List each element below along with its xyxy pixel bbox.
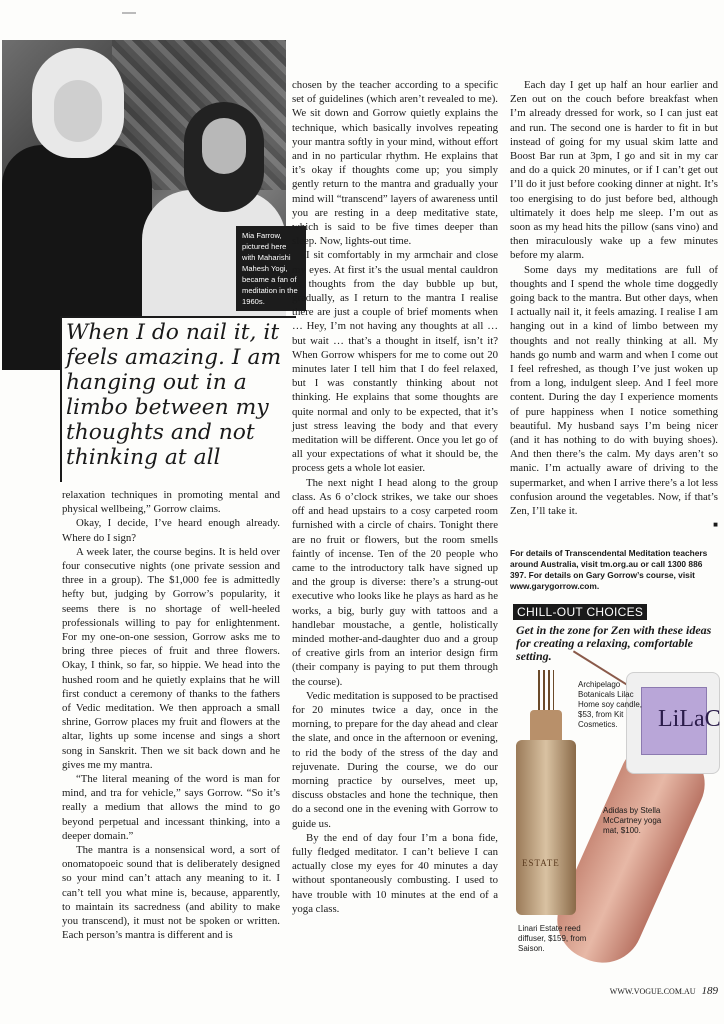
end-mark: ■ — [713, 520, 718, 530]
diffuser-cap — [530, 710, 562, 740]
paragraph: Okay, I decide, I’ve heard enough already. Where do I sign? — [62, 517, 280, 544]
photo-man-face — [202, 118, 246, 174]
paragraph: The mantra is a nonsensical word, a sort of onomatopoeic sound that is deliberately designed so your mind can’t attach any meaning to it. I can’t tell you what mine is, because, apparently, to maintain its sacredness (and ability to make you transcend), it must not be spoken or written. Each person’s mantra is different and is — [62, 844, 280, 942]
diffuser-image — [516, 740, 576, 915]
diffuser-reeds — [538, 670, 554, 710]
page-number: 189 — [701, 985, 718, 997]
photo-woman-face — [54, 80, 102, 142]
paragraph: Some days my meditations are full of thoughts and I spend the whole time doggedly going back to the mantra. But other days, when I actually nail it, it feels amazing. I realise I am hanging out in a kind of limbo between my thoughts and not really thinking at all. My hands go numb and warm and when I come out I feel refreshed, as though I’ve just woken up from a long, indulgent sleep. And I feel more content. During the day I experience moments of pure happiness when I notice something beautiful. My husband says I’m being nicer (and it has nothing to do with buying shoes). And then there’s the calm. My days aren’t so manic. I’m actually aware of driving to the supermarket, and when I arrive there’s a lot less confusion around the vegetables. Now, if that’s Zen, I’ll take it. — [510, 263, 718, 518]
footer-site: WWW.VOGUE.COM.AU — [609, 987, 696, 996]
paragraph: relaxation techniques in promoting mental and physical wellbeing,” Gorrow claims. — [62, 489, 280, 516]
paragraph: The next night I head along to the group class. As 6 o’clock strikes, we take our shoes off and head upstairs to a cosy carpeted room furnished with a circle of chairs. Tonight there are no fruit or flowers, but the room smells faintly of incense. Ten of the 20 people who came to the introductory talk have signed up and the group is diverse: there’s a strung-out executive who looks like he plays as hard as he works, a big, burly guy with tattoos and a handlebar moustache, a gentle, holistically minded mother-and-daughter duo and a group of creative girls from an interior design firm (their company is paying to put them through the course). — [292, 476, 498, 688]
paragraph: I sit comfortably in my armchair and close my eyes. At first it’s the usual mental cauldron as thoughts from the day bubble up but, gradually, as I return to the mantra I realise there are just a couple of brief moments when … Hey, I’m not having any thoughts at all … but wait … that’s a thought in itself, isn’t it? When Gorrow whispers for me to come out 20 minutes later I tell him that I do feel relaxed, but I was constantly thinking about not thinking. He explains that some thoughts are quite normal and only to be expected, that it’s just stress leaving the body and that every meditation will be different. Once you let go of all your expectations of what it should be, the process gets a whole lot easier. — [292, 249, 498, 475]
page-footer — [600, 985, 718, 997]
product-diffuser-caption: Linari Estate reed diffuser, $159, from Saison. — [518, 924, 587, 953]
chill-out-heading: CHILL-OUT CHOICES — [513, 604, 647, 620]
candle-label — [641, 687, 721, 755]
product-candle-caption: Archipelago Botanicals Lilac Home soy candle, $53, from Kit Cosmetics. — [578, 680, 643, 729]
article-column-2 — [292, 78, 498, 916]
stray-mark — [122, 12, 136, 14]
article-column-1 — [62, 488, 280, 943]
paragraph: A week later, the course begins. It is held over four consecutive nights (one private session and three in a group). The $1,000 fee is admittedly hefty but, judging by Gorrow’s popularity, it seems there is no shortage of well-heeled professionals willing to pay for enlightenment. For my one-on-one session, Gorrow asks me to bring three pieces of fruit and three flowers. Okay, I think, so far, so hippie. We head into the hushed room and he quietly explains that he will first conduct a ceremony of thanks to the fathers of Vedic meditation. We then approach a small shrine, Gorrow places my fruit and flowers at the altar, lights up some incense and sings a short song in Sanskrit. Then we sit back down and he gives me my mantra. — [62, 545, 280, 771]
photo-caption: Mia Farrow, pictured here with Maharishi Mahesh Yogi, became a fan of meditation in the 1960s. — [236, 226, 306, 311]
paragraph: chosen by the teacher according to a specific set of guidelines (which aren’t revealed to me). We sit down and Gorrow quietly explains the technique, which basically involves repeating your mantra softly in your mind, without effort and in no particular rhythm. He explains that it’s okay if thoughts come up; you simply gently return to the mantra and gradually your mind will “transcend” layers of awareness until you are resting in a deep meditative state, which is said to be five times deeper than sleep. Now, lights-out time. — [292, 79, 498, 248]
candle-label-text: LiLaC — [658, 706, 721, 732]
paragraph: “The literal meaning of the word is man for mind, and tra for vehicle,” says Gorrow. “So it’s really a medium that allows the mind to go beyond perpetual and incessant thinking, into a deeper domain.” — [62, 773, 280, 842]
paragraph: Each day I get up half an hour earlier and Zen out on the couch before breakfast when I’m already dressed for work, so I can just eat and run. The second one is harder to fit in but instead of going for my usual skim latte and Boost Bar run at 3pm, I go and sit in my car and do a quick 20 minutes, or if I can’t get out I’ll do it just before cooking dinner at night. It’s too energising to do just before bed, although ultimately it does help me sleep. I’m out as soon as my head hits the pillow (sans vino) and then miraculously wake up a few minutes before my alarm. — [510, 79, 718, 262]
article-column-3 — [510, 78, 718, 533]
pull-quote: When I do nail it, it feels amazing. I am hanging out in a limbo between my thoughts and not thinking at all — [60, 316, 296, 482]
product-mat-caption: Adidas by Stella McCartney yoga mat, $100. — [603, 806, 662, 835]
paragraph: By the end of day four I’m a bona fide, fully fledged meditator. I can’t believe I can actually close my eyes for 40 minutes a day without spontaneously combusting. I used to have trouble with 10 minutes at the end of a yoga class. — [292, 831, 498, 915]
details-info: For details of Transcendental Meditation teachers around Australia, visit tm.org.au or call 1300 886 397. For details on Gary Gorrow’s course, visit www.garygorrow.com. — [510, 548, 708, 591]
paragraph: Vedic meditation is supposed to be practised for 20 minutes twice a day, once in the morning, to prepare for the day ahead and clear the slate, and once in the afternoon or evening, to rid the body of the stress of the day and rejuvenate. During the course, we do our morning practice by ourselves, meet up, discuss obstacles and hone the technique, then do a second one in the evening with Gorrow to guide us. — [292, 689, 498, 830]
diffuser-label: ESTATE — [522, 858, 560, 868]
chill-out-subtitle: Get in the zone for Zen with these ideas for creating a relaxing, comfortable setting. — [516, 623, 712, 663]
